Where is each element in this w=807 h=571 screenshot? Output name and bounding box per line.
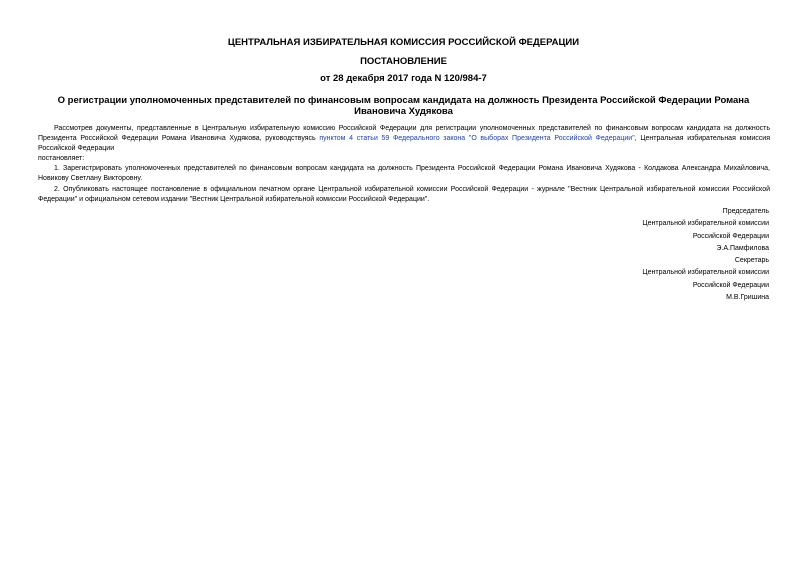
document-type: ПОСТАНОВЛЕНИЕ <box>360 56 447 67</box>
signature-line: Центральной избирательной комиссии <box>642 269 769 277</box>
preamble-text-start: Рассмотрев документы, представленные в Центральную избирательную комиссию Российской Федерации для регистрации уполномоченных представителей по финансовым вопросам кандидата на должность Президента Российской Федерации Романа Ивановича Худякова, руководствуясь <box>38 125 770 142</box>
preamble-text-end: , Центральная избирательная комиссия Российской Федерации <box>38 135 770 152</box>
signature-line: Э.А.Памфилова <box>716 244 769 252</box>
paragraph-preamble <box>38 124 770 154</box>
signature-line: Председатель <box>722 208 769 215</box>
paragraph-item-1: 1. Зарегистрировать уполномоченных представителей по финансовым вопросам кандидата на должность Президента Российской Федерации Романа Ивановича Худякова - Колдакова Александра Михайловича, Новикову Светлану Викторовну. <box>38 165 770 182</box>
signature-line: Секретарь <box>734 257 769 265</box>
document-heading: О регистрации уполномоченных представителей по финансовым вопросам кандидата на должность Президента Российской Федерации Романа Ивановича Худякова <box>57 95 750 117</box>
paragraph-item-2: 2. Опубликовать настоящее постановление в официальном печатном органе Центральной избирательной комиссии Российской Федерации - журнале "Вестник Центральной избирательной комиссии Российской Федерации" и официальном сетевом издании "Вестник Центральной избирательной комиссии Российской Федерации". <box>38 186 770 203</box>
signature-block <box>469 206 769 304</box>
signature-line: Российской Федерации <box>692 281 769 289</box>
signature-line: Центральной избирательной комиссии <box>642 220 769 228</box>
law-reference-link[interactable]: пунктом 4 статьи 59 Федерального закона "О выборах Президента Российской Федерации" <box>319 135 635 142</box>
decision-word: постановляет: <box>38 155 85 162</box>
signature-line: М.В.Гришина <box>726 294 769 302</box>
organization-title: ЦЕНТРАЛЬНАЯ ИЗБИРАТЕЛЬНАЯ КОМИССИЯ РОССИЙСКОЙ ФЕДЕРАЦИИ <box>227 37 580 48</box>
document-date-number: от 28 декабря 2017 года N 120/984-7 <box>320 73 487 84</box>
signature-line: Российской Федерации <box>692 232 769 240</box>
